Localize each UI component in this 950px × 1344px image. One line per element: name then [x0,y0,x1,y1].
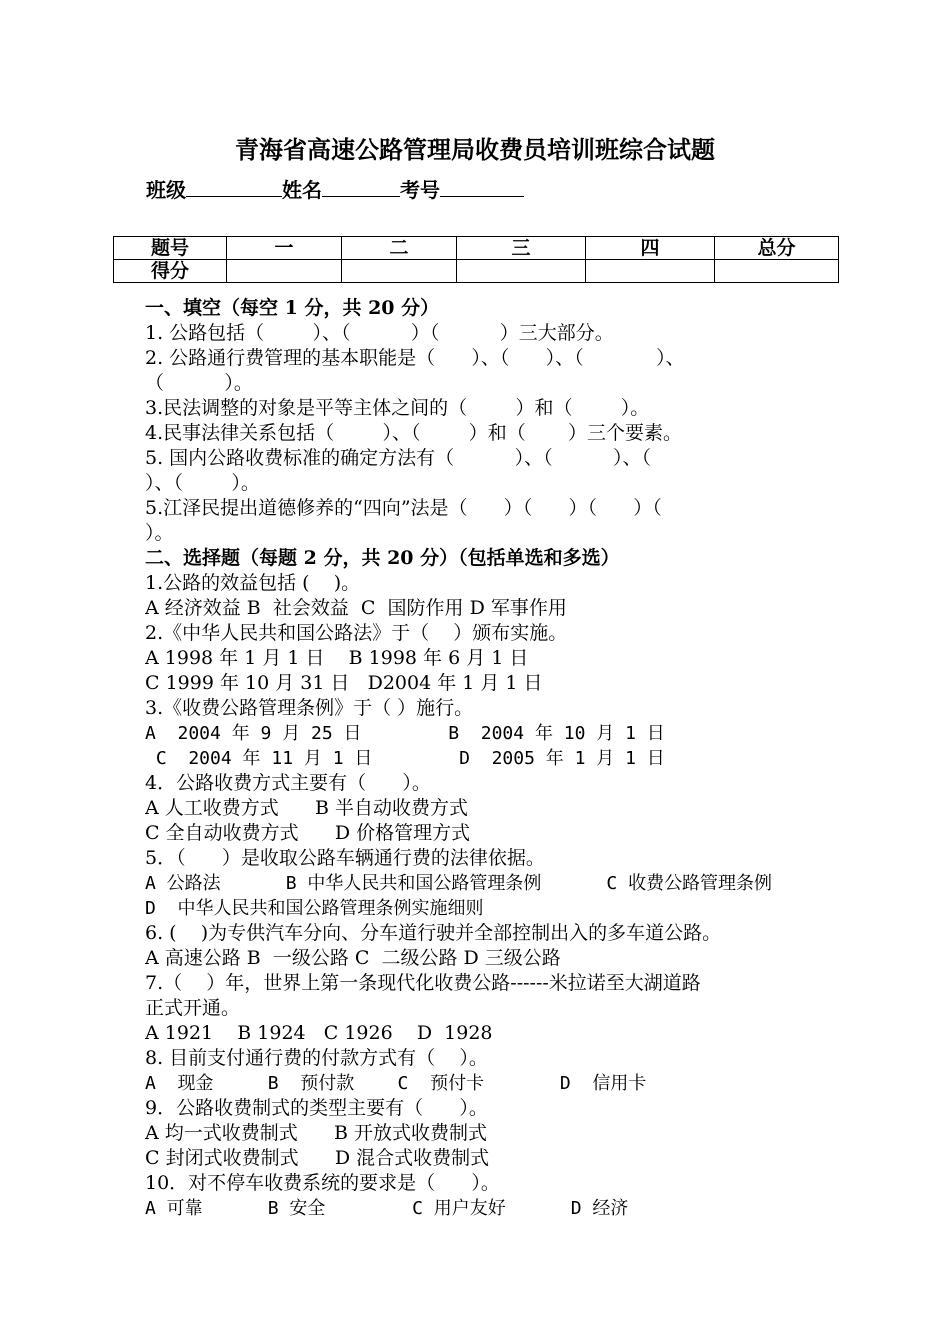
question-line: 4.民事法律关系包括（ ）、（ ）和（ ）三个要素。 [145,422,683,444]
question-line: A 2004 年 9 月 25 日 B 2004 年 10 月 1 日 [145,723,665,744]
question-line: ）、（ ）。 [145,472,260,494]
question-line: 10．对不停车收费系统的要求是（ ）。 [145,1172,500,1194]
exam-number-label: 考号 [400,178,440,202]
score-table-score-row [114,260,839,283]
score-row-label: 得分 [114,260,227,283]
question-line: A 经济效益 B 社会效益 C 国防作用 D 军事作用 [145,597,567,619]
name-blank [322,174,400,197]
score-header-cell: 题号 [114,237,227,260]
question-line: A 现金 B 预付款 C 预付卡 D 信用卡 [145,1073,647,1094]
question-line: ）。 [145,522,174,544]
question-line: 7.（ ）年，世界上第一条现代化收费公路------米拉诺至大湖道路 [145,972,701,994]
question-line: 正式开通。 [145,997,241,1019]
question-line: C 2004 年 11 月 1 日 D 2005 年 1 月 1 日 [145,748,665,769]
question-line: A 均一式收费制式 B 开放式收费制式 [145,1122,488,1144]
question-line: C 1999 年 10 月 31 日 D2004 年 1 月 1 日 [145,672,543,694]
question-line: C 全自动收费方式 D 价格管理方式 [145,822,471,844]
score-cell [227,260,342,283]
class-label: 班级 [146,178,186,202]
question-line: A 可靠 B 安全 C 用户友好 D 经济 [145,1198,629,1219]
question-line: 5. 国内公路收费标准的确定方法有（ ）、（ ）、（ [145,447,651,469]
question-line: A 高速公路 B 一级公路 C 二级公路 D 三级公路 [145,947,561,969]
question-line: C 封闭式收费制式 D 混合式收费制式 [145,1147,490,1169]
question-line: 3.《收费公路管理条例》于（ ）施行。 [145,697,474,719]
question-line: 8. 目前支付通行费的付款方式有（ ）。 [145,1047,488,1069]
question-line: 9．公路收费制式的类型主要有（ ）。 [145,1097,488,1119]
question-line: 1. 公路包括（ ）、（ ）（ ）三大部分。 [145,322,614,344]
score-table-header-row [114,237,839,260]
section-heading: 二、选择题（每题 2 分，共 20 分）（包括单选和多选） [145,547,620,569]
exam-questions [145,296,825,1221]
question-line: 2. 公路通行费管理的基本职能是（ ）、（ ）、（ ）、 [145,347,685,369]
question-line: D 中华人民共和国公路管理条例实施细则 [145,898,484,919]
question-line: A 公路法 B 中华人民共和国公路管理条例 C 收费公路管理条例 [145,873,773,894]
student-info-line [146,174,524,204]
score-table [113,236,839,283]
question-line: 5．（ ）是收取公路车辆通行费的法律依据。 [145,847,545,869]
score-cell [457,260,586,283]
score-cell [715,260,839,283]
question-line: A 人工收费方式 B 半自动收费方式 [145,797,469,819]
exam-number-blank [440,174,524,197]
score-cell [586,260,715,283]
score-header-cell: 二 [342,237,457,260]
question-line: 2.《中华人民共和国公路法》于（ ）颁布实施。 [145,622,568,644]
score-cell [342,260,457,283]
question-line: 1.公路的效益包括 ( )。 [145,572,361,594]
name-label: 姓名 [282,178,322,202]
question-line: 3.民法调整的对象是平等主体之间的（ ）和（ ）。 [145,397,650,419]
score-header-cell: 总分 [715,237,839,260]
score-header-cell: 四 [586,237,715,260]
class-blank [186,174,282,197]
score-header-cell: 三 [457,237,586,260]
question-line: 4．公路收费方式主要有（ ）。 [145,772,431,794]
question-line: 6. ( )为专供汽车分向、分车道行驶并全部控制出入的多车道公路。 [145,922,722,944]
page-title: 青海省高速公路管理局收费员培训班综合试题 [235,135,715,164]
question-line: A 1998 年 1 月 1 日 B 1998 年 6 月 1 日 [145,647,529,669]
question-line: （ ）。 [145,372,253,394]
section-heading: 一、填空（每空 1 分，共 20 分） [145,297,440,319]
score-header-cell: 一 [227,237,342,260]
question-line: 5.江泽民提出道德修养的“四向”法是（ ）（ ）（ ）（ [145,497,662,519]
question-line: A 1921 B 1924 C 1926 D 1928 [145,1022,493,1044]
